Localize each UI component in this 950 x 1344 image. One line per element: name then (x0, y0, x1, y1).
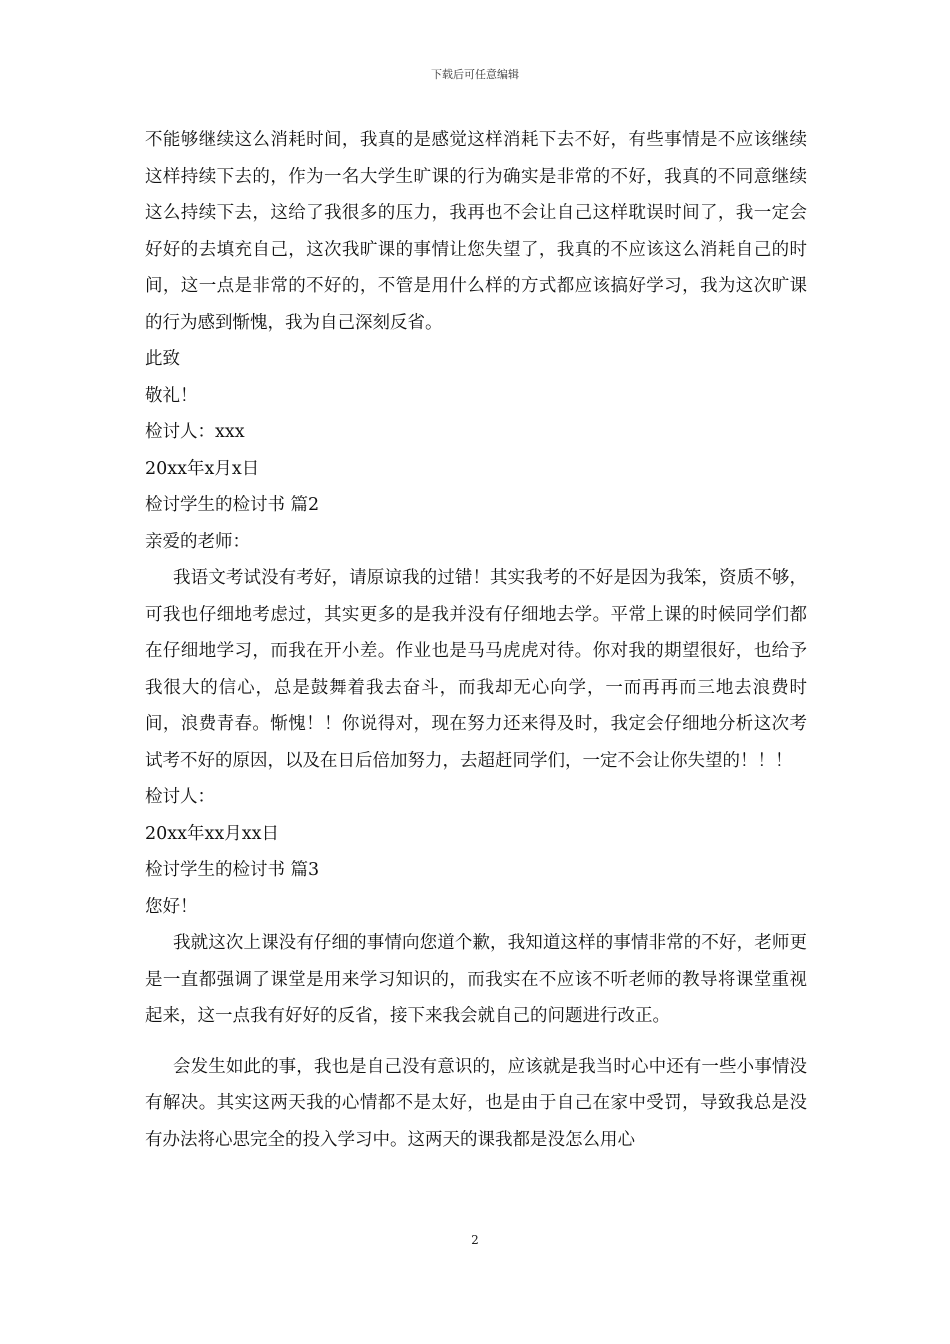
section-title-2: 检讨学生的检讨书 篇2 (145, 495, 320, 515)
date-line-1: 20xx年x月x日 (145, 458, 260, 479)
paragraph-1: 不能够继续这么消耗时间，我真的是感觉这样消耗下去不好，有些事情是不应该继续这样持续下去的，作为一名大学生旷课的行为确实是非常的不好，我真的不同意继续这么持续下去，这给了我很多的压力，我再也不会让自己这样耽误时间了，我一定会好好的去填充自己，这次我旷课的事情让您失望了，我真的不应该这么消耗自己的时间，这一点是非常的不好的，不管是用什么样的方式都应该搞好学习，我为这次旷课的行为感到惭愧，我为自己深刻反省。 (145, 130, 807, 333)
document-body (145, 122, 807, 1158)
paragraph-2: 我语文考试没有考好，请原谅我的过错！其实我考的不好是因为我笨，资质不够，可我也仔细地考虑过，其实更多的是我并没有仔细地去学。平常上课的时候同学们都在仔细地学习，而我在开小差。作业也是马马虎虎对待。你对我的期望很好，也给予我很大的信心，总是鼓舞着我去奋斗，而我却无心向学，一而再再而三地去浪费时间，浪费青春。惭愧！！你说得对，现在努力还来得及时，我定会仔细地分析这次考试考不好的原因，以及在日后倍加努力，去超赶同学们，一定不会让你失望的！！！ (145, 568, 807, 771)
page-header-note: 下载后可任意编辑 (431, 68, 519, 81)
section-title-3: 检讨学生的检讨书 篇3 (145, 860, 320, 880)
closing-line-1: 此致 (145, 349, 180, 369)
signer-line-2: 检讨人： (145, 787, 215, 807)
page-number: 2 (471, 1233, 479, 1247)
salutation-3: 您好！ (145, 896, 198, 917)
signer-line-1: 检讨人：xxx (145, 422, 245, 442)
paragraph-3: 我就这次上课没有仔细的事情向您道个歉，我知道这样的事情非常的不好，老师更是一直都强调了课堂是用来学习知识的，而我实在不应该不听老师的教导将课堂重视起来，这一点我有好好的反省，接下来我会就自己的问题进行改正。 (145, 933, 807, 1026)
salutation-2: 亲爱的老师： (145, 531, 250, 552)
paragraph-4: 会发生如此的事，我也是自己没有意识的，应该就是我当时心中还有一些小事情没有解决。其实这两天我的心情都不是太好，也是由于自己在家中受罚，导致我总是没有办法将心思完全的投入学习中。这两天的课我都是没怎么用心 (145, 1056, 807, 1150)
date-line-2: 20xx年xx月xx日 (145, 823, 279, 844)
closing-line-2: 敬礼！ (145, 385, 198, 406)
